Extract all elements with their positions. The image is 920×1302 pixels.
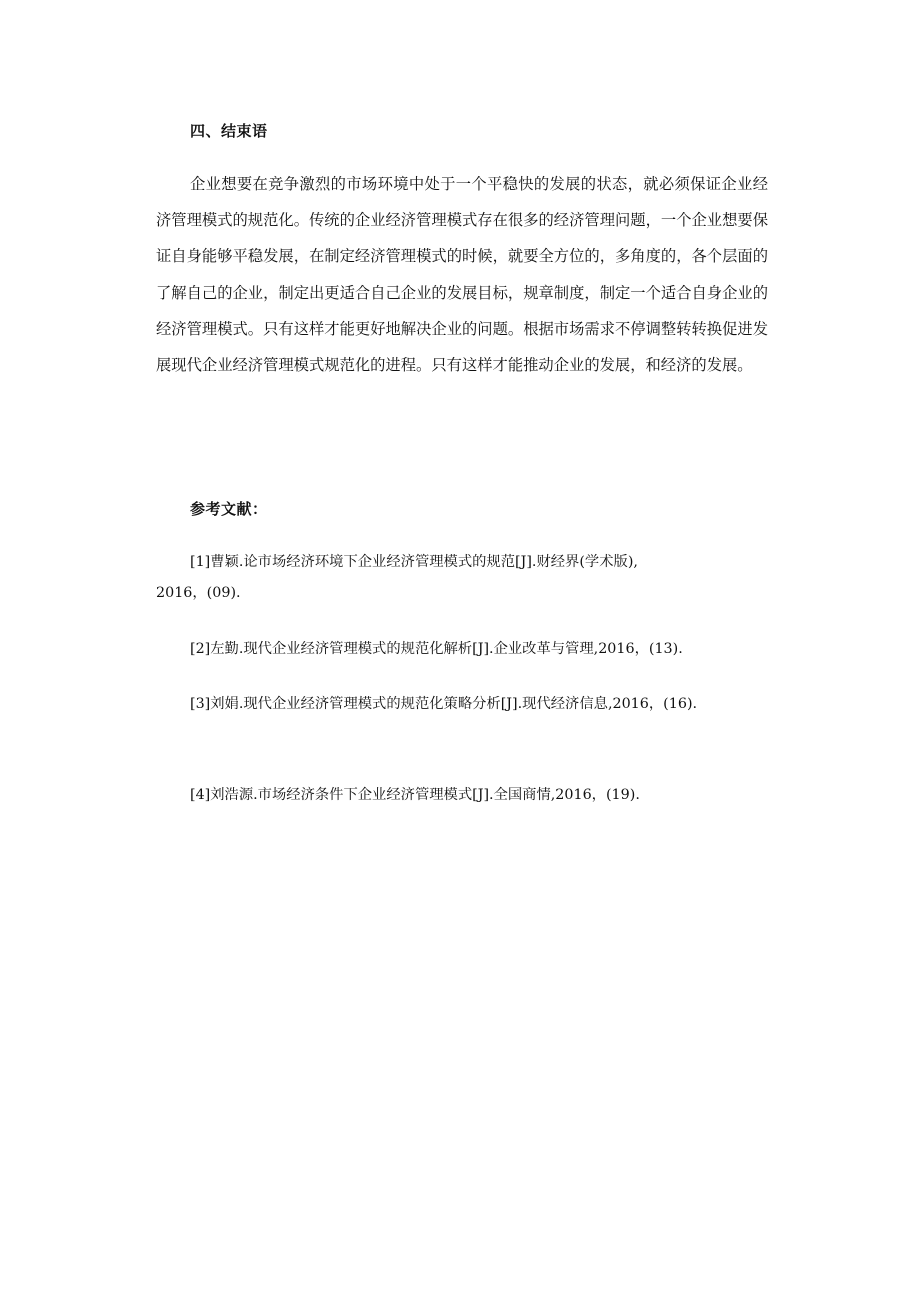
reference-item-3: [3]刘娟.现代企业经济管理模式的规范化策略分析[J].现代经济信息,2016，(16). — [190, 696, 698, 712]
conclusion-heading: 四、结束语 — [190, 122, 268, 140]
references-heading: 参考文献： — [190, 500, 268, 518]
reference-item-2: [2]左勤.现代企业经济管理模式的规范化解析[J].企业改革与管理,2016，(13). — [190, 641, 683, 657]
reference-item-4: [4]刘浩源.市场经济条件下企业经济管理模式[J].全国商情,2016，(19). — [190, 787, 640, 803]
conclusion-paragraph: 企业想要在竞争激烈的市场环境中处于一个平稳快的发展的状态，就必须保证企业经济管理模式的规范化。传统的企业经济管理模式存在很多的经济管理问题，一个企业想要保证自身能够平稳发展，在制定经济管理模式的时候，就要全方位的，多角度的，各个层面的了解自己的企业，制定出更适合自己企业的发展目标，规章制度，制定一个适合自身企业的经济管理模式。只有这样才能更好地解决企业的问题。根据市场需求不停调整转转换促进发展现代企业经济管理模式规范化的进程。只有这样才能推动企业的发展，和经济的发展。 — [156, 175, 768, 375]
reference-item-1: [1]曹颖.论市场经济环境下企业经济管理模式的规范[J].财经界(学术版), 2016，(09). — [156, 554, 638, 601]
